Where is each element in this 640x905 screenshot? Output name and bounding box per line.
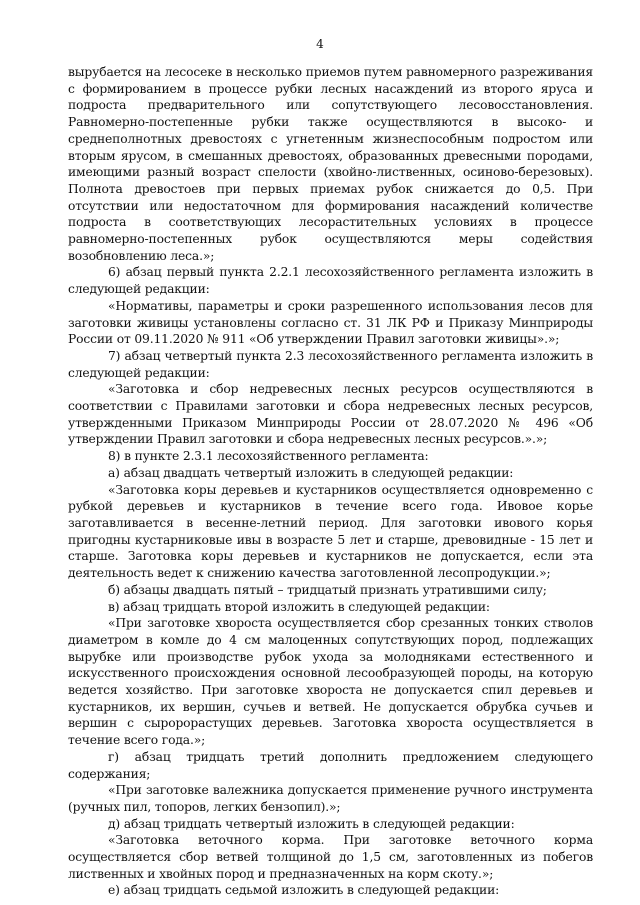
paragraph-quote-resin: «Нормативы, параметры и сроки разрешенного использования лесов для заготовки живицы установлены согласно ст. 31 ЛК РФ и Приказу Минприроды России от 09.11.2020 № 911 «Об утверждении Правил заготовки живицы».»; bbox=[68, 298, 593, 347]
paragraph-subitem-v: в) абзац тридцать второй изложить в следующей редакции: bbox=[108, 599, 490, 614]
paragraph-quote-non-timber: «Заготовка и сбор недревесных лесных ресурсов осуществляются в соответствии с Правилами заготовки и сбора недревесных лесных ресурсов, утвержденными Приказом Минприроды России от 28.07.2020 № 496 «Об утверждении Правил заготовки и сбора недревесных лесных ресурсов.».»; bbox=[68, 382, 593, 447]
paragraph-subitem-e: е) абзац тридцать седьмой изложить в следующей редакции: bbox=[108, 883, 500, 898]
paragraph-continuation: вырубается на лесосеке в несколько приемов путем равномерного разреживания с формированием в процессе рубки лесных насаждений из второго яруса и подроста предварительного или сопутствующего лесовосстановления. Равномерно-постепенные рубки также осуществляются в высоко- и среднеполнотных древостоях с угнетенным жизнеспособным подростом или вторым ярусом, в смешанных древостоях, образованных древесными породами, имеющими разный возраст спелости (хвойно-лиственных, осиново-березовых). Полнота древостоев при первых приемах рубок снижается до 0,5. При отсутствии или недостаточном для формирования насаждений количестве подроста в соответствующих лесорастительных условиях в процессе равномерно-постепенных рубок осуществляются меры содействия возобновлению леса.»; bbox=[68, 65, 593, 263]
page-number: 4 bbox=[316, 37, 324, 51]
paragraph-subitem-b: б) абзацы двадцать пятый – тридцатый признать утратившими силу; bbox=[108, 582, 547, 597]
paragraph-subitem-d: д) абзац тридцать четвертый изложить в следующей редакции: bbox=[108, 816, 515, 831]
paragraph-subitem-g: г) абзац тридцать третий дополнить предложением следующего содержания; bbox=[68, 749, 593, 781]
document-body bbox=[68, 64, 593, 899]
paragraph-item-7: 7) абзац четвертый пункта 2.3 лесохозяйственного регламента изложить в следующей редакции: bbox=[68, 348, 593, 380]
paragraph-quote-brushwood: «При заготовке хвороста осуществляется сбор срезанных тонких стволов диаметром в комле до 4 см малоценных сопутствующих пород, подлежащих вырубке или производстве рубок ухода за молодняками естественного и искусственного происхождения основной лесообразующей породы, на которую ведется хозяйство. При заготовке хвороста не допускается спил деревьев и кустарников, их вершин, сучьев и ветвей. Не допускается обрубка сучьев и вершин с сыророрастущих деревьев. Заготовка хвороста осуществляется в течение всего года.»; bbox=[68, 616, 593, 748]
paragraph-subitem-a: а) абзац двадцать четвертый изложить в следующей редакции: bbox=[108, 465, 514, 480]
paragraph-quote-bark: «Заготовка коры деревьев и кустарников осуществляется одновременно с рубкой деревьев и кустарников в течение всего года. Ивовое корье заготавливается в весенне-летний период. Для заготовки ивового корья пригодны кустарниковые ивы в возрасте 5 лет и старше, древовидные - 15 лет и старше. Заготовка коры деревьев и кустарников не допускается, если эта деятельность ведет к снижению качества заготовленной лесопродукции.»; bbox=[68, 482, 593, 581]
paragraph-item-8: 8) в пункте 2.3.1 лесохозяйственного регламента: bbox=[108, 449, 429, 464]
paragraph-quote-branch-feed: «Заготовка веточного корма. При заготовке веточного корма осуществляется сбор ветвей толщиной до 1,5 см, заготовленных из побегов лиственных и хвойных пород и предназначенных на корм скоту.»; bbox=[68, 833, 593, 881]
paragraph-item-6: 6) абзац первый пункта 2.2.1 лесохозяйственного регламента изложить в следующей редакции: bbox=[68, 265, 593, 297]
paragraph-quote-deadwood: «При заготовке валежника допускается применение ручного инструмента (ручных пил, топоров, легких бензопил).»; bbox=[68, 783, 593, 814]
